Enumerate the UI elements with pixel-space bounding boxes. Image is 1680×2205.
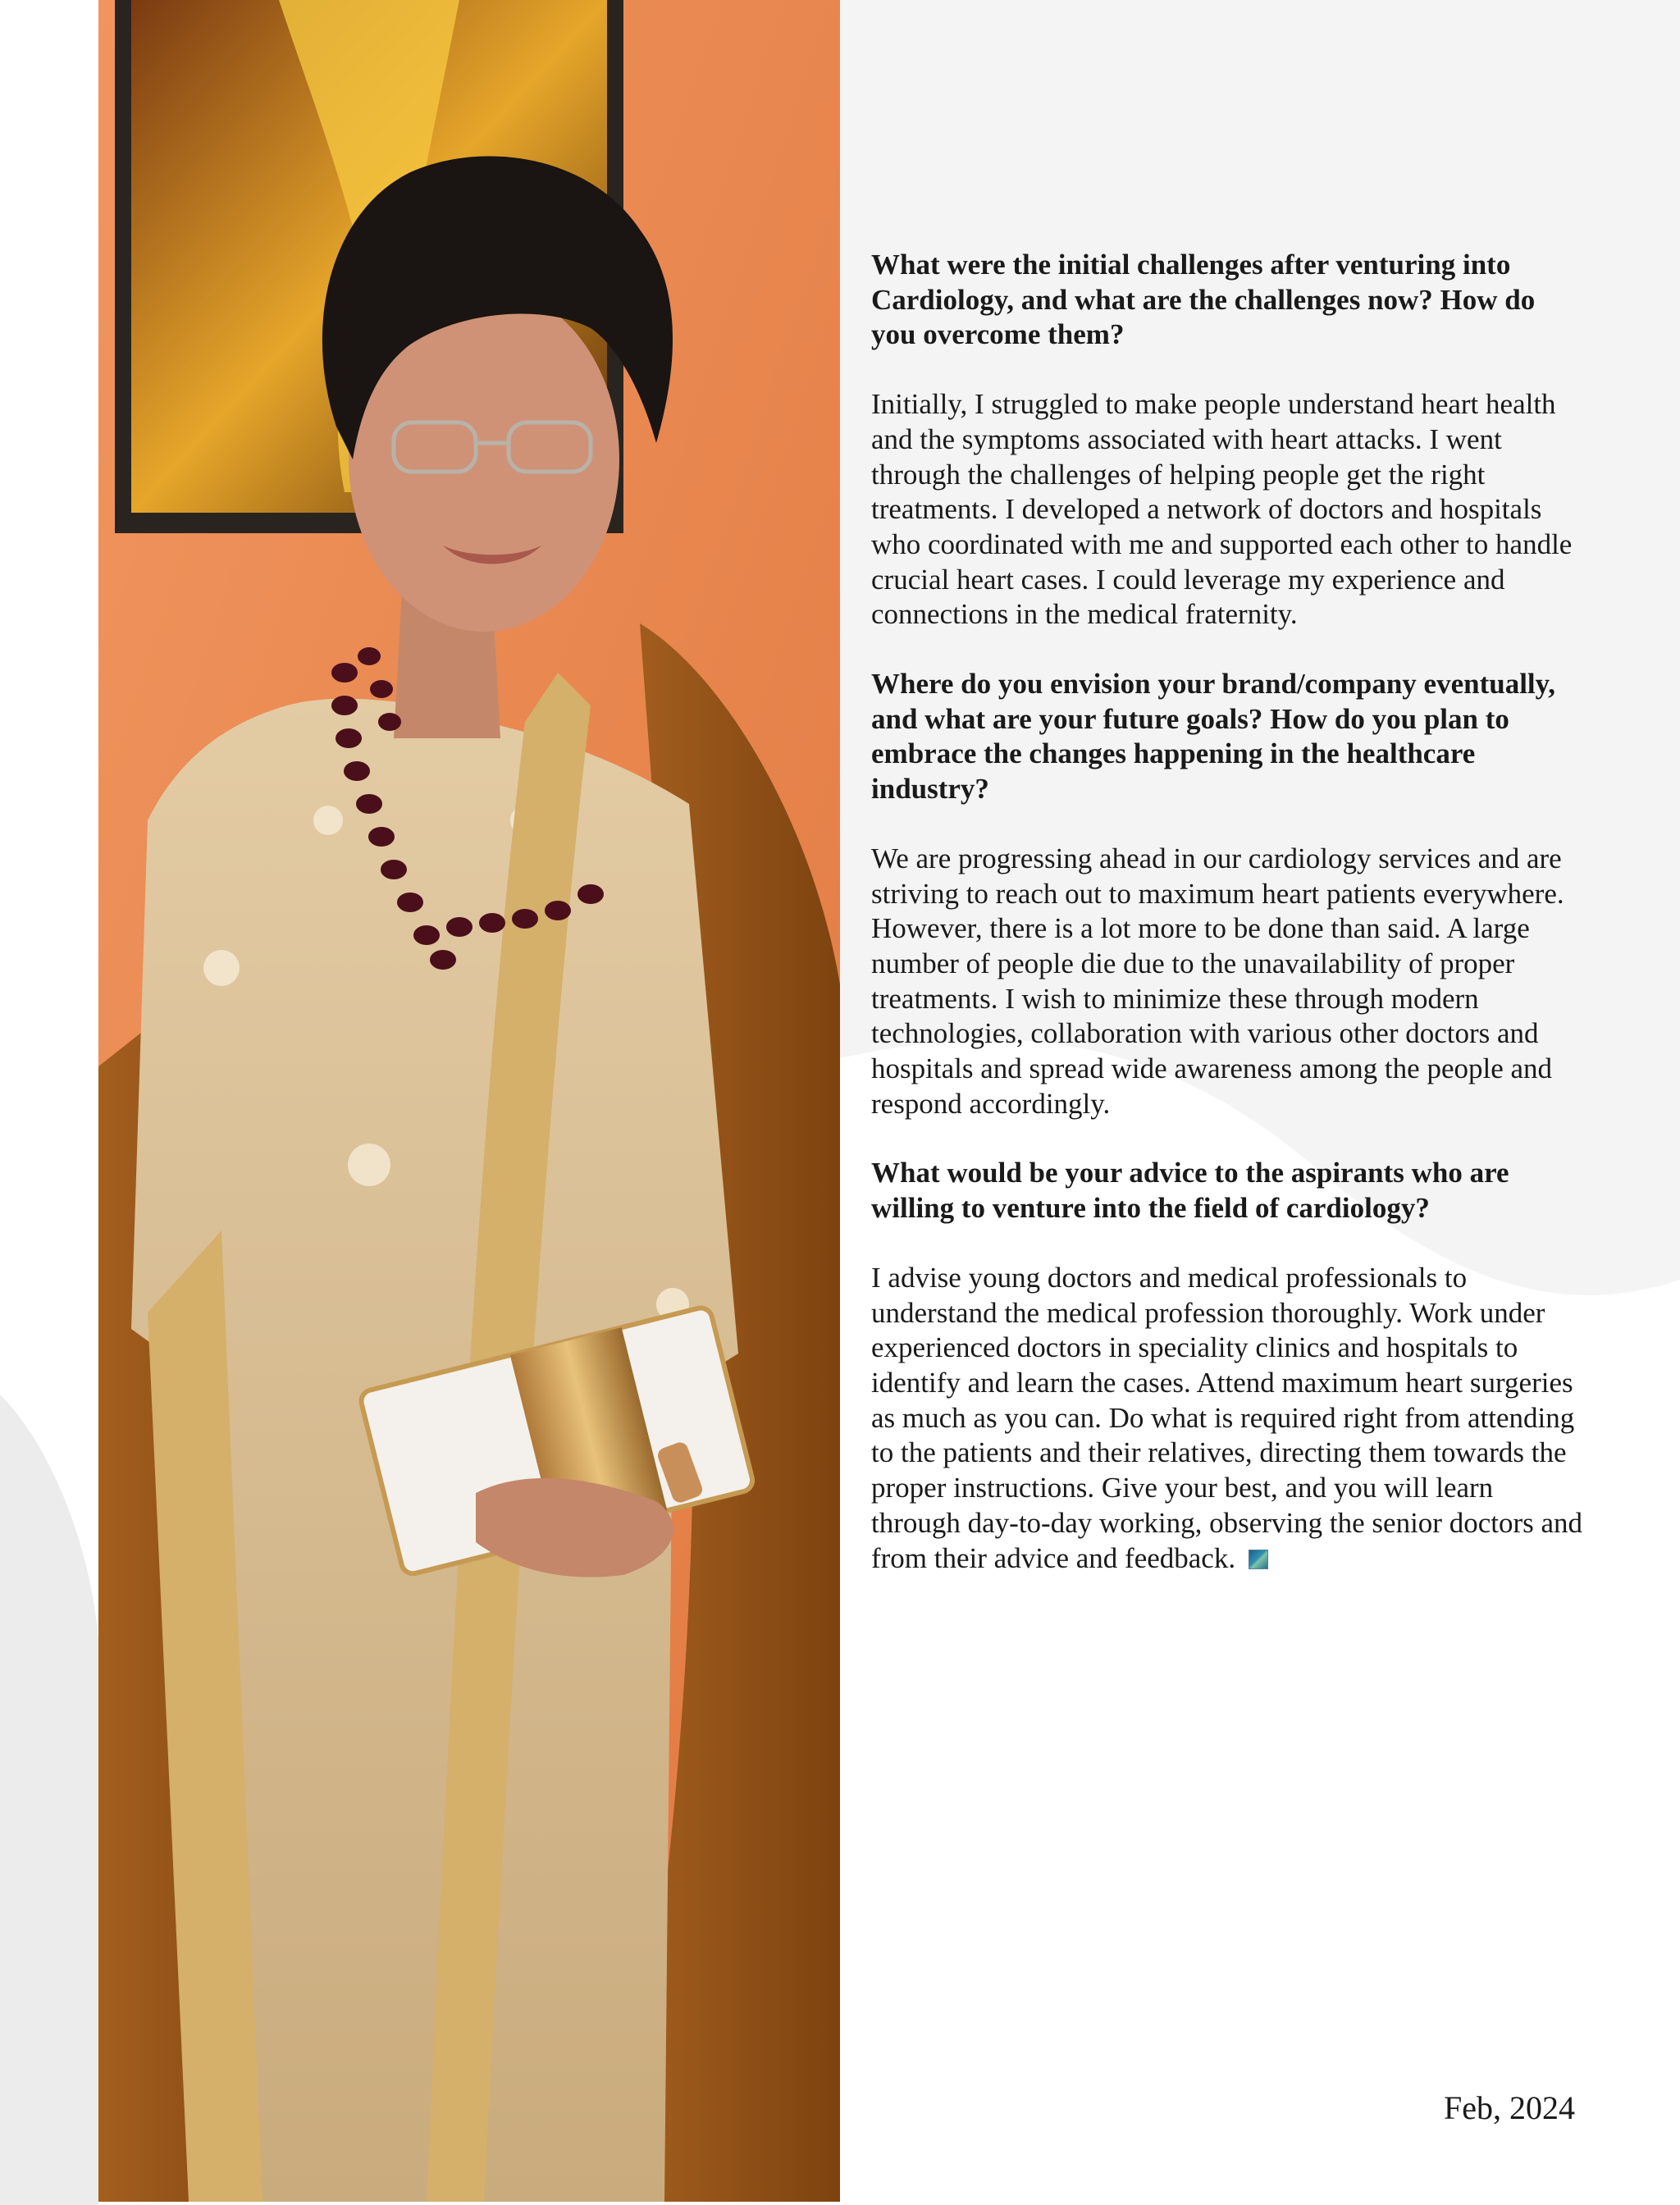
issue-date: Feb, 2024: [1444, 2089, 1575, 2126]
question-heading: What would be your advice to the aspirants who are willing to venture into the field of cardiology?: [871, 1157, 1509, 1225]
answer-text: I advise young doctors and medical professionals to understand the medical profession thoroughly. Work under experienced doctors in speciality clinics and hospitals to identify and learn the cases. Attend maximum heart surgeries as much as you can. Do what is required right from attending to the patients and their relatives, directing them towards the proper instructions. Give your best, and you will learn through day-to-day working, observing the senior doctors and from their advice and feedback.: [871, 1261, 1583, 1574]
qa-section: [871, 1156, 1586, 1576]
answer-paragraph: We are progressing ahead in our cardiology services and are striving to reach out to maximum heart patients everywhere. However, there is a lot more to be done than said. A large number of people die due to the unavailability of proper treatments. I wish to minimize these through modern technologies, collaboration with various other doctors and hospitals and spread wide awareness among the people and respond accordingly.: [871, 842, 1564, 1120]
qa-section: [871, 248, 1586, 632]
article-body: [871, 248, 1586, 1610]
question-heading: What were the initial challenges after venturing into Cardiology, and what are the challenges now? How do you overcome them?: [871, 249, 1536, 351]
answer-paragraph: Initially, I struggled to make people understand heart health and the symptoms associated with heart attacks. I went through the challenges of helping people get the right treatments. I developed a network of doctors and hospitals who coordinated with me and supported each other to handle crucial heart cases. I could leverage my experience and connections in the medical fraternity.: [871, 388, 1573, 631]
portrait-photo: [98, 0, 840, 2202]
article-end-square-icon: [1249, 1550, 1268, 1569]
answer-paragraph: [871, 1261, 1586, 1576]
qa-section: [871, 667, 1586, 1121]
question-heading: Where do you envision your brand/company eventually, and what are your future goals? How do you plan to embrace the changes happening in the healthcare industry?: [871, 668, 1555, 806]
